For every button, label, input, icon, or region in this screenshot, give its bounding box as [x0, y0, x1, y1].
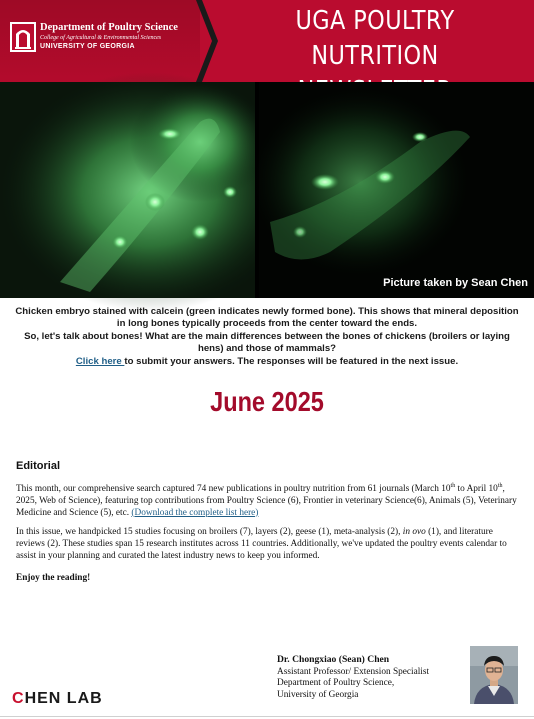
photo-credit: Picture taken by Sean Chen [383, 277, 528, 289]
department-identity [40, 22, 178, 51]
college-name: College of Agricultural & Environmental Sciences [40, 35, 162, 41]
editorial-p1-text: This month, our comprehensive search captured 74 new publications in poultry nutrition from 61 journals (March 10 [16, 484, 451, 494]
ordinal-suffix: th [450, 482, 456, 489]
newsletter-header [0, 0, 534, 82]
author-avatar [470, 646, 518, 704]
author-signature [277, 654, 429, 701]
editorial-p1-text: , 2025, Web of Science), featuring top contributions from Poultry Science (6), Frontier in veterinary Science(6), Animals (5), Veterinary Medicine and Science (5), etc. [16, 484, 517, 518]
ordinal-suffix: th [497, 482, 503, 489]
editorial-paragraph-2 [16, 527, 524, 562]
caption-submit-line [14, 356, 520, 368]
caption-question: So, let's talk about bones! What are the main differences between the bones of chickens (broilers or laying hens) and those of mammals? [24, 330, 510, 355]
editorial-section [16, 459, 524, 593]
department-name: Department of Poultry Science [40, 22, 178, 33]
embryo-photo [0, 82, 534, 298]
editorial-p1-text: to April 10 [455, 484, 498, 494]
author-title: Assistant Professor/ Extension Specialist [277, 666, 430, 677]
editorial-p2-text: In this issue, we handpicked 15 studies focusing on broilers (7), layers (2), geese (1), meta-analysis (2), [16, 527, 403, 538]
chen-lab-logo [12, 690, 103, 708]
bottom-divider [0, 716, 534, 717]
newsletter-title-line1: UGA POULTRY NUTRITION [295, 6, 455, 71]
chen-lab-logo-letter: C [12, 690, 25, 707]
in-ovo-term: in ovo [402, 527, 426, 538]
editorial-p2-text: (1), and literature reviews (2). These studies span 15 research institutes across 11 countries. Additionally, we've updated the poultry events calendar to assist in your planning and curated the latest industry news to keep you informed. [16, 527, 507, 561]
click-here-link[interactable]: Click here [75, 355, 125, 367]
issue-date: June 2025 [210, 386, 324, 417]
chevron-divider-icon [196, 0, 218, 82]
caption-submit-text: to submit your answers. The responses will be featured in the next issue. [124, 355, 459, 367]
author-portrait-icon [470, 646, 518, 704]
caption-description: Chicken embryo stained with calcein (green indicates newly formed bone). This shows that mineral deposition in long bones typically proceeds from the center toward the ends. [15, 306, 519, 330]
photo-caption [14, 306, 520, 368]
editorial-heading: Editorial [16, 460, 61, 472]
editorial-paragraph-1 [16, 484, 524, 519]
calcein-embryo-image [0, 82, 534, 298]
author-name: Dr. Chongxiao (Sean) Chen [277, 654, 390, 665]
author-department: Department of Poultry Science, [277, 678, 395, 688]
author-university: University of Georgia [277, 689, 359, 700]
download-list-link[interactable]: (Download the complete list here) [131, 507, 259, 518]
uga-arch-logo-icon [10, 22, 36, 52]
editorial-closing: Enjoy the reading! [16, 572, 91, 583]
university-name: UNIVERSITY OF GEORGIA [40, 43, 135, 50]
chen-lab-logo-text: HEN LAB [24, 690, 103, 707]
